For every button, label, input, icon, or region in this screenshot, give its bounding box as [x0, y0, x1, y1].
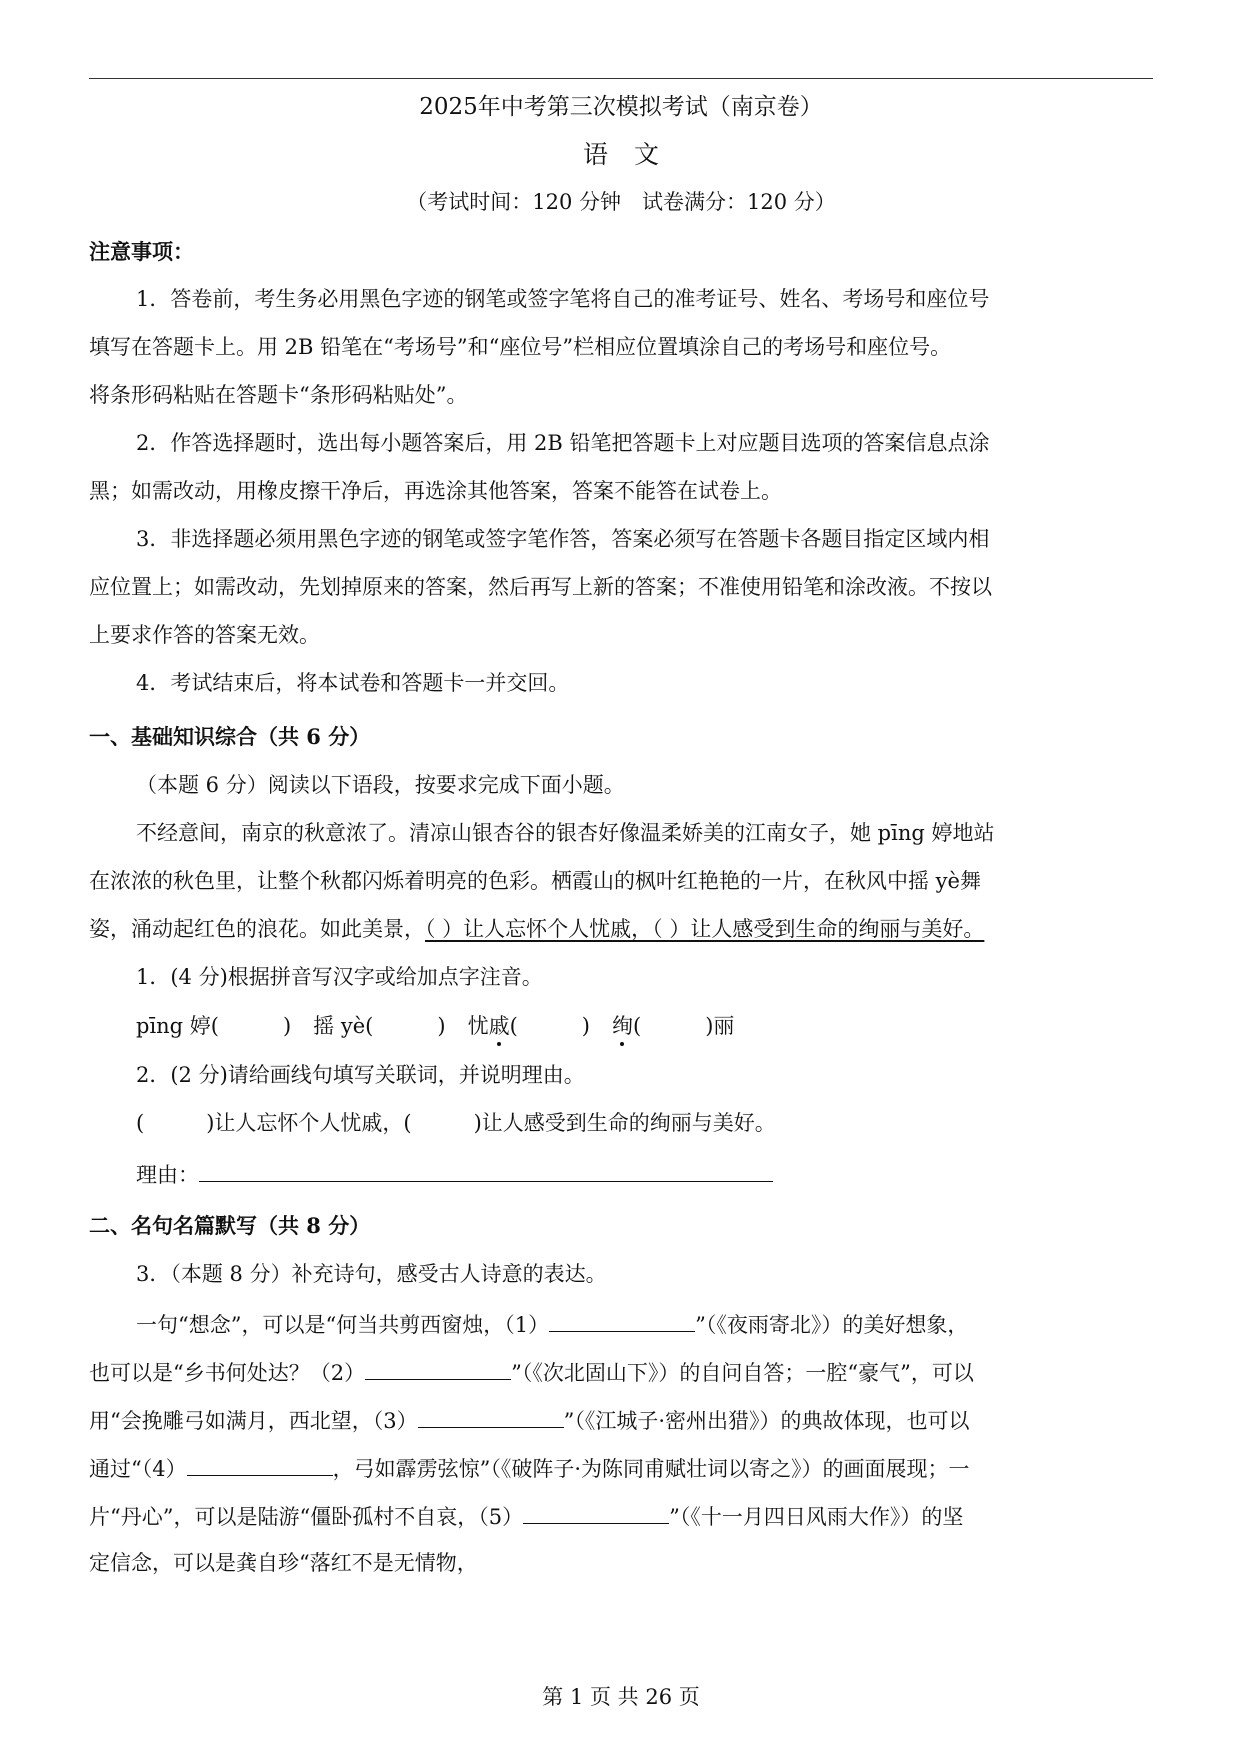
notice-item-1-line-1: 1．答卷前，考生务必用黑色字迹的钢笔或签字笔将自己的准考证号、姓名、考场号和座位号: [136, 287, 990, 311]
question-3: 3．（本题 8 分）补充诗句，感受古人诗意的表达。: [136, 1262, 607, 1286]
poem-line-2-a: 也可以是“乡书何处达？（2）: [89, 1361, 366, 1385]
poem-line-4: [89, 1453, 970, 1483]
q1-item-b-suffix: ): [437, 1014, 446, 1038]
q2-end-text: )让人感受到生命的绚丽与美好。: [473, 1111, 776, 1135]
poem-blank-1[interactable]: [549, 1309, 695, 1332]
passage-line-3: [89, 915, 984, 943]
poem-line-1: [136, 1309, 968, 1339]
q1-item-d-suffix: )丽: [705, 1014, 735, 1038]
poem-blank-3[interactable]: [418, 1405, 564, 1428]
q1-item-b-prefix: 摇 yè(: [313, 1014, 374, 1038]
notice-item-3-line-3: 上要求作答的答案无效。: [89, 623, 320, 647]
poem-line-4-a: 通过“（4）: [89, 1457, 187, 1481]
notice-item-2-line-1: 2．作答选择题时，选出每小题答案后，用 2B 铅笔把答题卡上对应题目选项的答案信息点涂: [136, 431, 990, 455]
q1-item-c-prefix: 忧: [467, 1014, 489, 1038]
poem-line-5-b: ”（《十一月四日风雨大作》）的坚: [669, 1505, 964, 1529]
exam-time-info: （考试时间：120 分钟 试卷满分：120 分）: [406, 190, 836, 214]
notice-item-3-line-2: 应位置上；如需改动，先划掉原来的答案，然后再写上新的答案；不准使用铅笔和涂改液。不按以: [89, 575, 992, 599]
q1-item-d-dotted-char: 绚: [611, 1014, 633, 1038]
poem-line-5: [89, 1501, 963, 1531]
question-2: 2．(2 分)请给画线句填写关联词，并说明理由。: [136, 1063, 585, 1087]
question-1-items: [136, 1012, 734, 1040]
passage-line-3-text: 姿，涌动起红色的浪花。如此美景，: [89, 917, 425, 941]
page-number: 第 1 页 共 26 页: [542, 1685, 700, 1709]
reason-label: 理由：: [136, 1163, 199, 1187]
poem-line-3: [89, 1405, 970, 1435]
q1-item-c-suffix: ): [581, 1014, 590, 1038]
exam-title: 2025年中考第三次模拟考试（南京卷）: [419, 94, 823, 120]
q2-open-1: (: [136, 1111, 145, 1135]
poem-blank-2[interactable]: [365, 1357, 511, 1380]
subject-title: 语文: [582, 140, 685, 169]
poem-blank-5[interactable]: [523, 1501, 669, 1524]
q1-item-c-open: (: [509, 1014, 518, 1038]
q1-item-c-dotted-char: 戚: [488, 1014, 510, 1038]
q1-item-d-open: (: [632, 1014, 642, 1038]
section-1-intro: （本题 6 分）阅读以下语段，按要求完成下面小题。: [136, 773, 625, 797]
section-1-heading: 一、基础知识综合（共 6 分）: [89, 724, 371, 749]
poem-line-2: [89, 1357, 974, 1387]
notice-item-2-line-2: 黑；如需改动，用橡皮擦干净后，再选涂其他答案，答案不能答在试卷上。: [89, 479, 782, 503]
header-rule: [89, 78, 1153, 79]
question-2-sentence: [136, 1109, 776, 1137]
poem-line-3-b: ”（《江城子·密州出猎》）的典故体现，也可以: [563, 1409, 970, 1433]
q1-item-a-prefix: pīng 婷(: [136, 1014, 219, 1038]
section-2-heading: 二、名句名篇默写（共 8 分）: [89, 1213, 371, 1238]
poem-line-5-a: 片“丹心”，可以是陆游“僵卧孤村不自哀，（5）: [89, 1505, 524, 1529]
q1-item-a-suffix: ): [283, 1014, 292, 1038]
notice-item-4: 4．考试结束后，将本试卷和答题卡一并交回。: [136, 671, 570, 695]
notice-item-1-line-3: 将条形码粘贴在答题卡“条形码粘贴处”。: [89, 383, 468, 407]
poem-line-2-b: ”（《次北固山下》）的自问自答；一腔“豪气”，可以: [511, 1361, 974, 1385]
passage-line-2: 在浓浓的秋色里，让整个秋都闪烁着明亮的色彩。栖霞山的枫叶红艳艳的一片，在秋风中摇 yè舞: [89, 869, 981, 893]
poem-line-4-b: ，弓如霹雳弦惊”（《破阵子·为陈同甫赋壮词以寄之》）的画面展现；一: [332, 1457, 970, 1481]
notice-item-3-line-1: 3．非选择题必须用黑色字迹的钢笔或签字笔作答，答案必须写在答题卡各题目指定区域内相: [136, 527, 990, 551]
poem-line-1-b: ”（《夜雨寄北》）的美好想象，: [695, 1313, 969, 1337]
notice-item-1-line-2: 填写在答题卡上。用 2B 铅笔在“考场号”和“座位号”栏相应位置填涂自己的考场号和座位号。: [89, 335, 952, 359]
q2-middle-text: )让人忘怀个人忧戚，(: [206, 1111, 412, 1135]
notice-heading: 注意事项：: [89, 239, 194, 264]
poem-line-1-a: 一句“想念”，可以是“何当共剪西窗烛，（1）: [136, 1313, 550, 1337]
underlined-sentence: （ ）让人忘怀个人忧戚，（ ）让人感受到生命的绚丽与美好。: [425, 917, 985, 941]
question-1: 1．(4 分)根据拼音写汉字或给加点字注音。: [136, 965, 543, 989]
reason-answer-line[interactable]: [199, 1159, 773, 1182]
reason-line: [136, 1159, 773, 1189]
passage-line-1: 不经意间，南京的秋意浓了。清凉山银杏谷的银杏好像温柔娇美的江南女子，她 pīng 婷地站: [136, 821, 995, 845]
poem-line-3-a: 用“会挽雕弓如满月，西北望，（3）: [89, 1409, 418, 1433]
poem-blank-4[interactable]: [187, 1453, 333, 1476]
poem-line-6: 定信念，可以是龚自珍“落红不是无情物，: [89, 1551, 478, 1575]
